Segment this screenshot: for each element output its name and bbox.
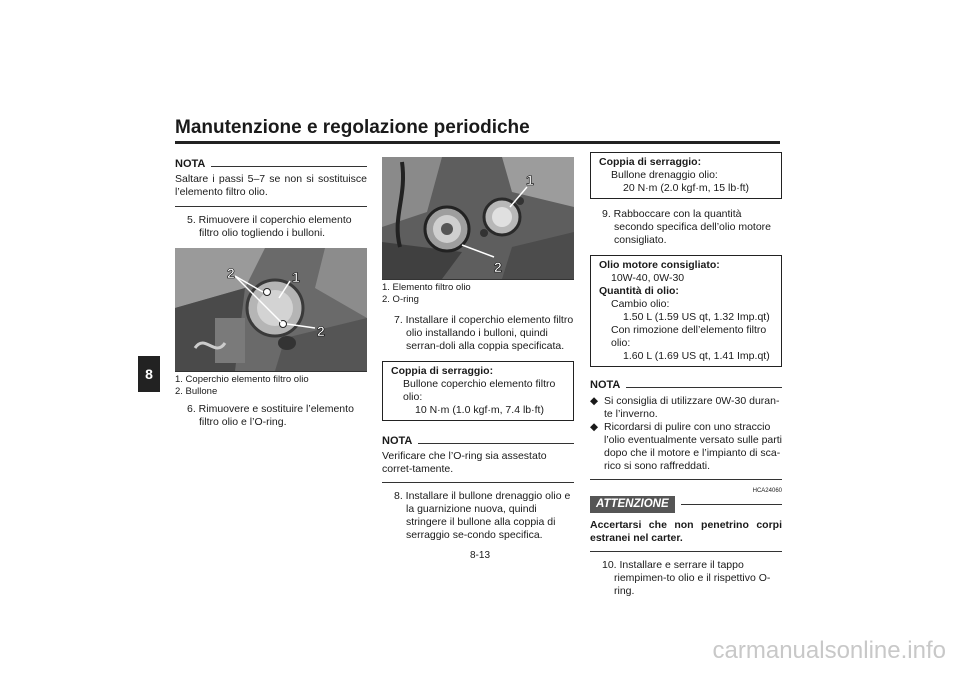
torque-box-title: Coppia di serraggio: bbox=[599, 156, 702, 168]
oil-box-title: Olio motore consigliato: bbox=[599, 259, 720, 271]
bullet-icon: ◆ bbox=[590, 395, 599, 407]
chapter-tab: 8 bbox=[138, 356, 160, 392]
torque-box-item: Bullone coperchio elemento filtro olio: bbox=[403, 378, 556, 403]
attention-heading bbox=[590, 496, 782, 513]
oil-change-label: Cambio olio: bbox=[611, 298, 670, 310]
caption-2: 2. Bullone bbox=[175, 386, 218, 397]
torque-box bbox=[590, 152, 782, 199]
caption-2: 2. O-ring bbox=[382, 294, 419, 305]
oil-box bbox=[590, 255, 782, 367]
oil-filter-value: 1.60 L (1.69 US qt, 1.41 Imp.qt) bbox=[623, 350, 770, 362]
nota-end-rule bbox=[590, 479, 782, 480]
page-number: 8-13 bbox=[469, 550, 490, 561]
oil-filter-label: Con rimozione dell’elemento filtro olio: bbox=[611, 324, 767, 349]
photo-oil-filter-cover bbox=[175, 248, 367, 371]
bullet-item bbox=[590, 421, 782, 473]
nota-heading bbox=[175, 158, 367, 171]
step-10: 10. Installare e serrare il tappo riempimen-to olio e il rispettivo O-ring. bbox=[602, 559, 771, 597]
step-5: 5. Rimuovere il coperchio elemento filtro olio togliendo i bulloni. bbox=[187, 214, 352, 239]
callout-2: 2 bbox=[494, 259, 502, 275]
step-6: 6. Rimuovere e sostituire l’elemento filtro olio e l’O-ring. bbox=[187, 403, 354, 428]
photo-oil-filter-element bbox=[382, 157, 574, 279]
title-rule bbox=[175, 141, 780, 144]
nota-heading bbox=[382, 435, 574, 448]
callout-2a: 2 bbox=[227, 265, 235, 281]
nota-label: NOTA bbox=[590, 379, 621, 391]
step-8: 8. Installare il bullone drenaggio olio e la guarnizione nuova, quindi stringere il bullone alla coppia di serraggio se-condo specifica. bbox=[394, 490, 571, 541]
column-3 bbox=[590, 152, 782, 598]
nota-label: NOTA bbox=[382, 435, 413, 447]
step-9: 9. Rabboccare con la quantità secondo specifica dell’olio motore consigliato. bbox=[602, 208, 772, 246]
page-title: Manutenzione e regolazione periodiche bbox=[175, 117, 530, 138]
watermark: carmanualsonline.info bbox=[712, 637, 946, 664]
bullet-item bbox=[590, 395, 782, 421]
torque-box bbox=[382, 361, 574, 421]
oil-qty-title: Quantità di olio: bbox=[599, 285, 679, 297]
torque-box-title: Coppia di serraggio: bbox=[391, 365, 494, 377]
column-1 bbox=[175, 158, 367, 429]
nota-heading bbox=[590, 379, 782, 392]
nota-end-rule bbox=[382, 482, 574, 483]
photo-oil-filter-cover-illustration bbox=[175, 248, 367, 371]
photo-oil-filter-element-illustration bbox=[382, 157, 574, 279]
nota-text: Saltare i passi 5–7 se non si sostituisce l’elemento filtro olio. bbox=[175, 173, 367, 198]
callout-2b: 2 bbox=[317, 323, 325, 339]
column-2 bbox=[382, 157, 574, 542]
callout-1: 1 bbox=[292, 269, 300, 285]
caption-1: 1. Coperchio elemento filtro olio bbox=[175, 374, 309, 385]
caption-rule bbox=[382, 279, 574, 280]
caption-rule bbox=[175, 371, 367, 372]
step-7: 7. Installare il coperchio elemento filtro olio installando i bulloni, quindi serran-doli alla coppia specificata. bbox=[394, 314, 574, 352]
attention-label: ATTENZIONE bbox=[590, 496, 675, 513]
bullet-text: Si consiglia di utilizzare 0W-30 duran-te l’inverno. bbox=[604, 395, 780, 420]
nota-end-rule bbox=[175, 206, 367, 207]
oil-grade: 10W-40, 0W-30 bbox=[611, 272, 685, 284]
bullet-text: Ricordarsi di pulire con uno straccio l’olio eventualmente versato sulle parti dopo che il motore e l’impianto di sca-rico si sono raffreddati. bbox=[604, 421, 783, 472]
oil-change-value: 1.50 L (1.59 US qt, 1.32 Imp.qt) bbox=[623, 311, 770, 323]
torque-box-value: 10 N·m (1.0 kgf·m, 7.4 lb·ft) bbox=[415, 404, 544, 416]
nota-text: Verificare che l’O-ring sia assestato corret-tamente. bbox=[382, 450, 547, 475]
nota-label: NOTA bbox=[175, 158, 206, 170]
caption-1: 1. Elemento filtro olio bbox=[382, 282, 471, 293]
attention-code: HCA24060 bbox=[752, 488, 782, 494]
callout-1: 1 bbox=[526, 172, 534, 188]
torque-box-item: Bullone drenaggio olio: bbox=[611, 169, 718, 181]
torque-box-value: 20 N·m (2.0 kgf·m, 15 lb·ft) bbox=[623, 182, 750, 194]
attention-text: Accertarsi che non penetrino corpi estranei nel carter. bbox=[590, 519, 782, 544]
bullet-icon: ◆ bbox=[590, 421, 599, 433]
